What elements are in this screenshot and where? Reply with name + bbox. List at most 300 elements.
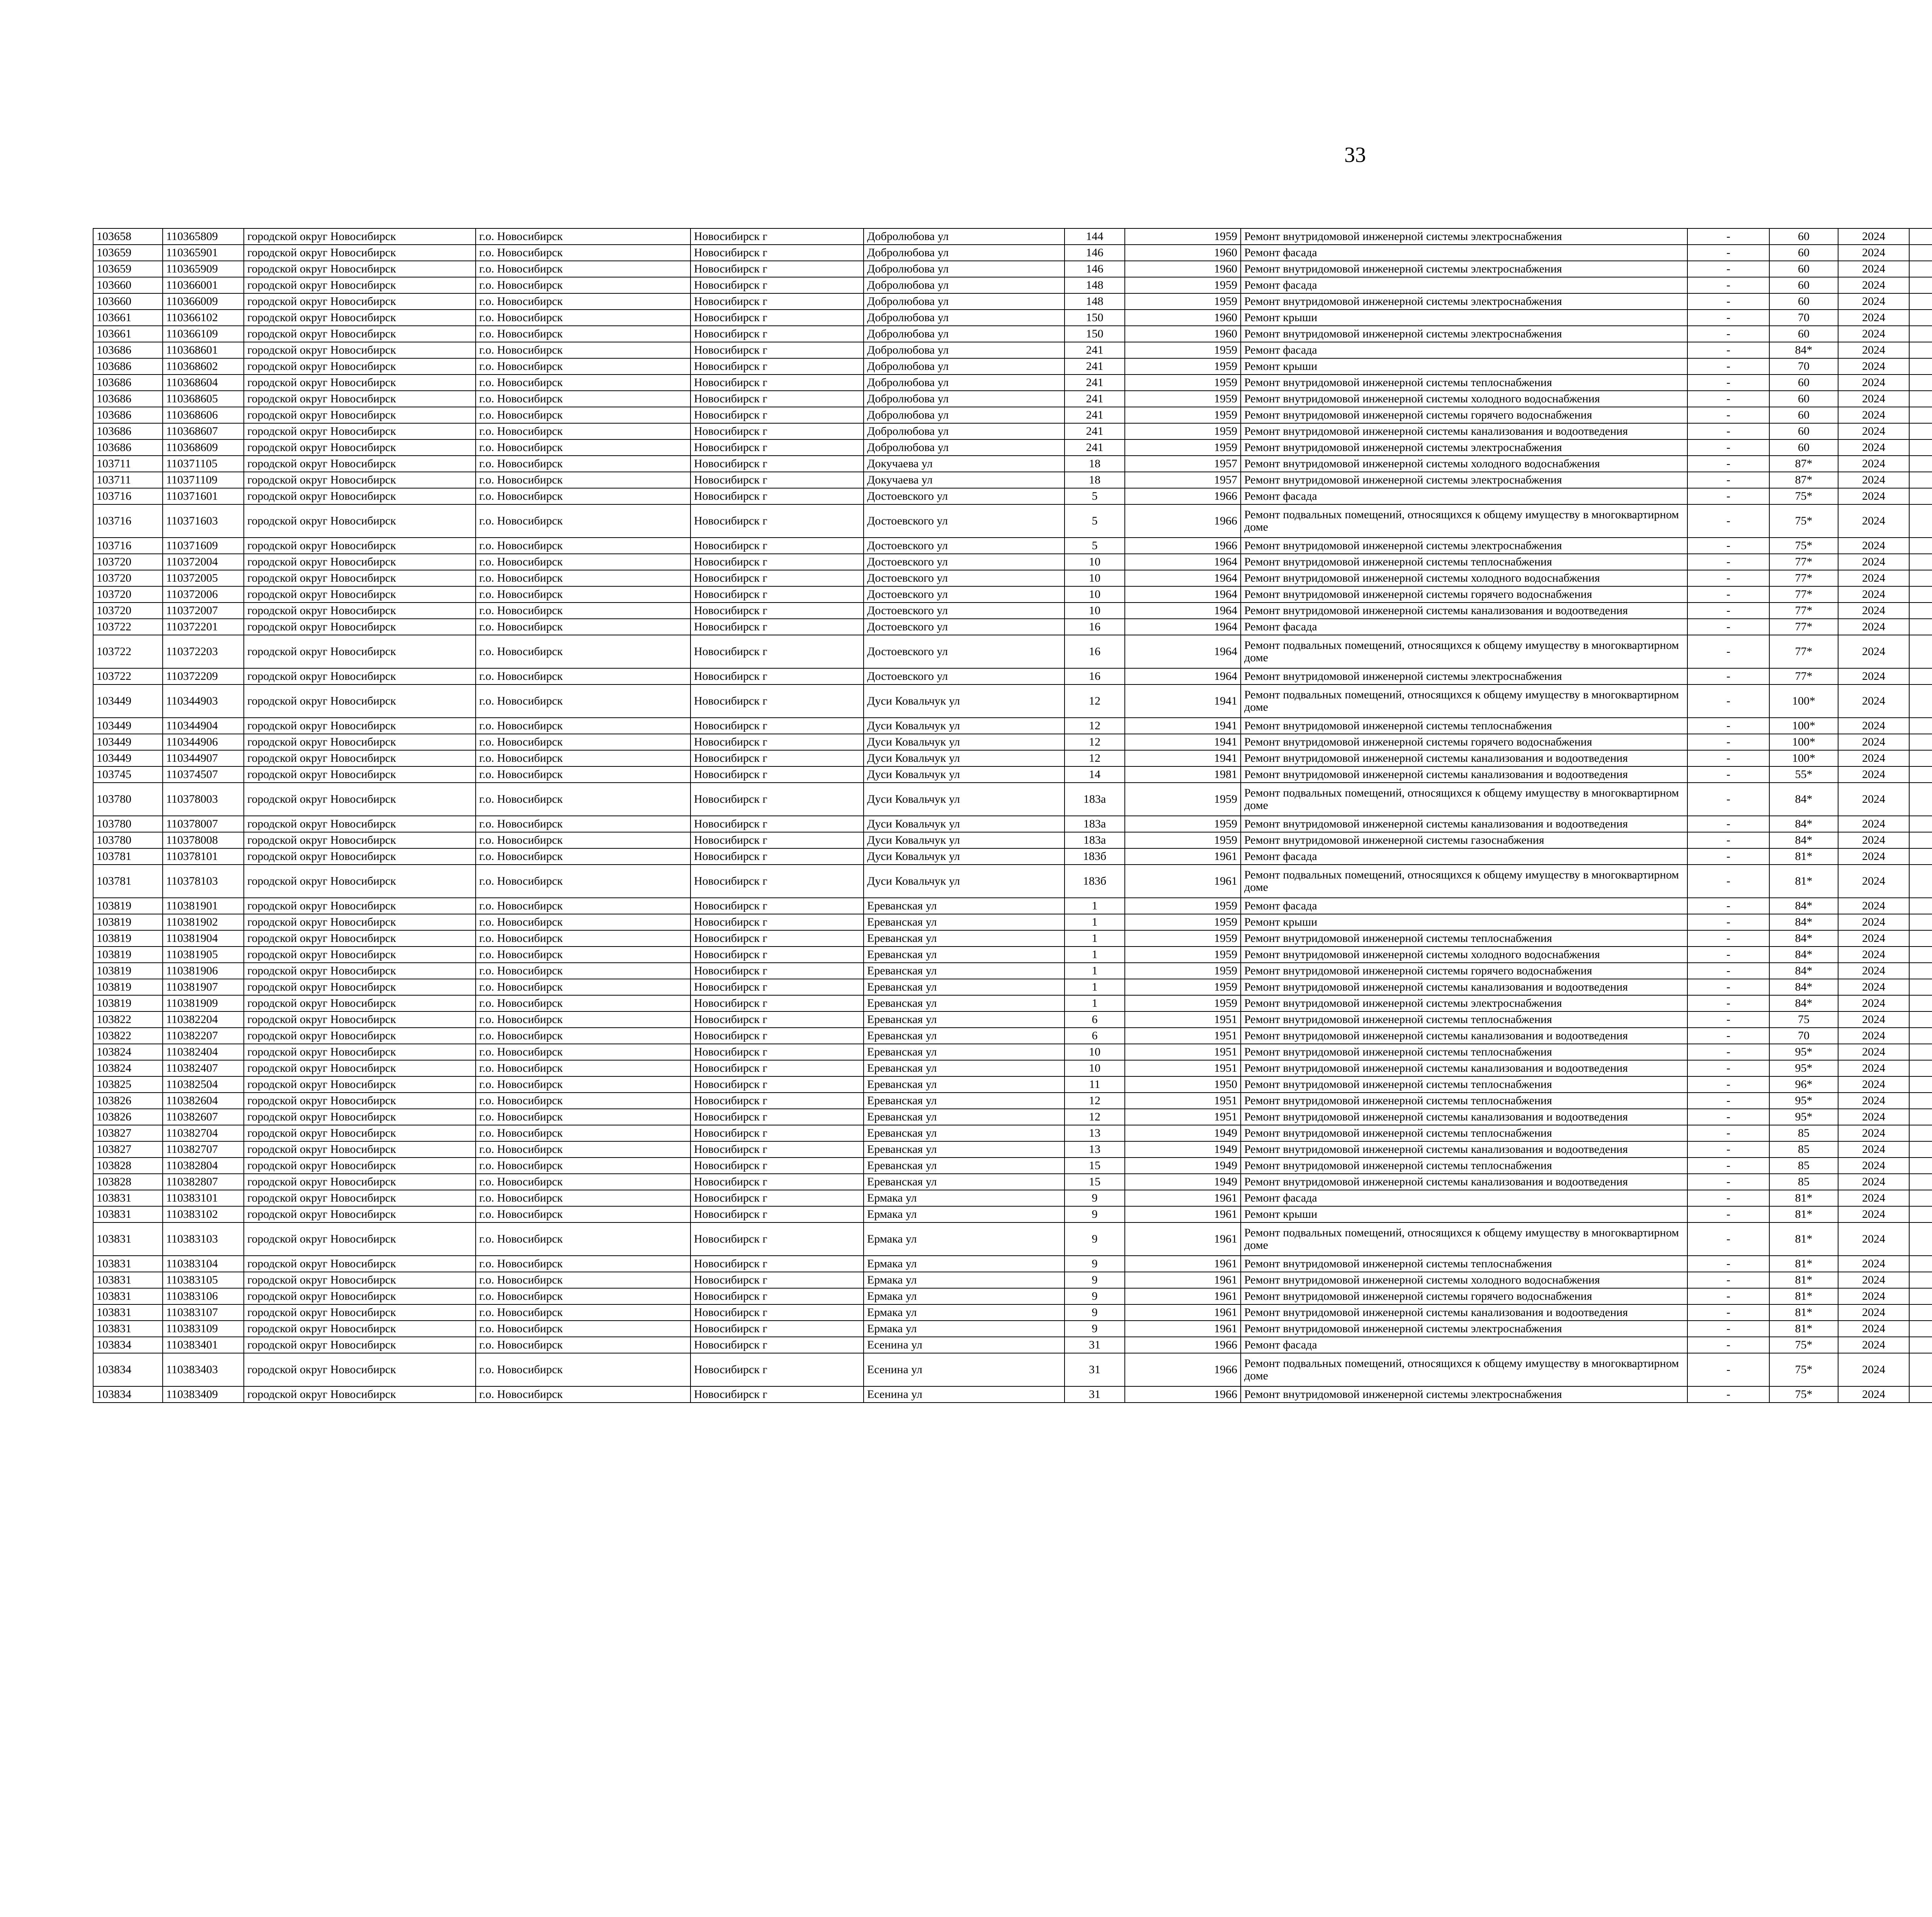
municipal-district-cell: городской округ Новосибирск	[244, 570, 476, 586]
municipal-unit-cell: г.о. Новосибирск	[476, 1109, 690, 1125]
element-code-cell: 110371609	[163, 538, 244, 554]
element-code-cell: 110383401	[163, 1337, 244, 1353]
table-row	[93, 668, 1932, 684]
element-code-cell: 110372209	[163, 668, 244, 684]
street-cell: Ереванская ул	[864, 963, 1065, 979]
build-year-cell: 1961	[1125, 1256, 1241, 1272]
record-id-cell: 103711	[93, 456, 163, 472]
record-id-cell: 103831	[93, 1321, 163, 1337]
locality-cell: Новосибирск г	[690, 898, 864, 914]
municipal-unit-cell: г.о. Новосибирск	[476, 358, 690, 375]
element-code-cell: 110383107	[163, 1304, 244, 1321]
locality-cell: Новосибирск г	[690, 1222, 864, 1256]
table-row	[93, 1141, 1932, 1158]
plan-start-year-cell: 2024	[1838, 1060, 1909, 1076]
plan-end-year-cell	[1909, 293, 1932, 310]
plan-end-year-cell	[1909, 1011, 1932, 1028]
municipal-district-cell: городской округ Новосибирск	[244, 1158, 476, 1174]
work-type-cell: Ремонт подвальных помещений, относящихся к общему имуществу в многоквартирном доме	[1241, 1222, 1687, 1256]
wear-percent-cell: 60	[1769, 277, 1838, 293]
record-id-cell: 103780	[93, 816, 163, 832]
record-id-cell: 103831	[93, 1256, 163, 1272]
build-year-cell: 1959	[1125, 375, 1241, 391]
house-number-cell: 9	[1065, 1321, 1125, 1337]
locality-cell: Новосибирск г	[690, 1093, 864, 1109]
element-code-cell: 110383104	[163, 1256, 244, 1272]
street-cell: Есенина ул	[864, 1386, 1065, 1403]
plan-end-year-cell	[1909, 1304, 1932, 1321]
plan-end-year-cell	[1909, 979, 1932, 995]
locality-cell: Новосибирск г	[690, 538, 864, 554]
wear-percent-cell: 70	[1769, 1028, 1838, 1044]
municipal-district-cell: городской округ Новосибирск	[244, 1321, 476, 1337]
work-type-cell: Ремонт внутридомовой инженерной системы канализования и водоотведения	[1241, 1304, 1687, 1321]
element-code-cell: 110366109	[163, 326, 244, 342]
wear-percent-cell: 77*	[1769, 668, 1838, 684]
municipal-unit-cell: г.о. Новосибирск	[476, 1060, 690, 1076]
build-year-cell: 1981	[1125, 766, 1241, 783]
house-number-cell: 241	[1065, 342, 1125, 358]
record-id-cell: 103781	[93, 848, 163, 865]
municipal-unit-cell: г.о. Новосибирск	[476, 228, 690, 245]
municipal-district-cell: городской округ Новосибирск	[244, 750, 476, 766]
work-type-cell: Ремонт фасада	[1241, 342, 1687, 358]
house-number-cell: 12	[1065, 684, 1125, 718]
record-id-cell: 103686	[93, 375, 163, 391]
plan-start-year-cell: 2024	[1838, 1109, 1909, 1125]
work-type-cell: Ремонт внутридомовой инженерной системы газоснабжения	[1241, 832, 1687, 848]
house-number-cell: 11	[1065, 1076, 1125, 1093]
locality-cell: Новосибирск г	[690, 766, 864, 783]
build-year-cell: 1966	[1125, 504, 1241, 538]
plan-start-year-cell: 2024	[1838, 1256, 1909, 1272]
municipal-unit-cell: г.о. Новосибирск	[476, 963, 690, 979]
municipal-district-cell: городской округ Новосибирск	[244, 342, 476, 358]
municipal-unit-cell: г.о. Новосибирск	[476, 1304, 690, 1321]
table-row	[93, 963, 1932, 979]
municipal-unit-cell: г.о. Новосибирск	[476, 619, 690, 635]
work-type-cell: Ремонт внутридомовой инженерной системы теплоснабжения	[1241, 1011, 1687, 1028]
locality-cell: Новосибирск г	[690, 865, 864, 898]
work-type-cell: Ремонт внутридомовой инженерной системы теплоснабжения	[1241, 554, 1687, 570]
element-code-cell: 110378003	[163, 783, 244, 816]
municipal-unit-cell: г.о. Новосибирск	[476, 1288, 690, 1304]
table-row	[93, 635, 1932, 668]
plan-start-year-cell: 2024	[1838, 310, 1909, 326]
element-code-cell: 110368609	[163, 439, 244, 456]
plan-end-year-cell	[1909, 1321, 1932, 1337]
plan-end-year-cell	[1909, 1337, 1932, 1353]
plan-end-year-cell	[1909, 570, 1932, 586]
street-cell: Достоевского ул	[864, 619, 1065, 635]
work-type-cell: Ремонт фасада	[1241, 898, 1687, 914]
deadline-note-cell: -	[1687, 718, 1769, 734]
street-cell: Ереванская ул	[864, 898, 1065, 914]
wear-percent-cell: 100*	[1769, 750, 1838, 766]
element-code-cell: 110382807	[163, 1174, 244, 1190]
record-id-cell: 103720	[93, 554, 163, 570]
street-cell: Ереванская ул	[864, 930, 1065, 947]
table-row	[93, 586, 1932, 603]
plan-end-year-cell	[1909, 326, 1932, 342]
deadline-note-cell: -	[1687, 472, 1769, 488]
wear-percent-cell: 77*	[1769, 554, 1838, 570]
deadline-note-cell: -	[1687, 538, 1769, 554]
locality-cell: Новосибирск г	[690, 277, 864, 293]
street-cell: Достоевского ул	[864, 504, 1065, 538]
locality-cell: Новосибирск г	[690, 245, 864, 261]
street-cell: Добролюбова ул	[864, 439, 1065, 456]
municipal-unit-cell: г.о. Новосибирск	[476, 538, 690, 554]
plan-start-year-cell: 2024	[1838, 407, 1909, 423]
record-id-cell: 103819	[93, 898, 163, 914]
wear-percent-cell: 84*	[1769, 898, 1838, 914]
municipal-district-cell: городской округ Новосибирск	[244, 1028, 476, 1044]
wear-percent-cell: 95*	[1769, 1060, 1838, 1076]
house-number-cell: 9	[1065, 1190, 1125, 1206]
deadline-note-cell: -	[1687, 930, 1769, 947]
wear-percent-cell: 81*	[1769, 848, 1838, 865]
house-number-cell: 144	[1065, 228, 1125, 245]
plan-start-year-cell: 2024	[1838, 1125, 1909, 1141]
element-code-cell: 110381901	[163, 898, 244, 914]
municipal-unit-cell: г.о. Новосибирск	[476, 603, 690, 619]
work-type-cell: Ремонт внутридомовой инженерной системы электроснабжения	[1241, 995, 1687, 1011]
municipal-district-cell: городской округ Новосибирск	[244, 1337, 476, 1353]
street-cell: Достоевского ул	[864, 538, 1065, 554]
street-cell: Дуси Ковальчук ул	[864, 816, 1065, 832]
municipal-unit-cell: г.о. Новосибирск	[476, 1141, 690, 1158]
municipal-unit-cell: г.о. Новосибирск	[476, 1011, 690, 1028]
wear-percent-cell: 95*	[1769, 1044, 1838, 1060]
street-cell: Дуси Ковальчук ул	[864, 750, 1065, 766]
wear-percent-cell: 84*	[1769, 783, 1838, 816]
deadline-note-cell: -	[1687, 1272, 1769, 1288]
locality-cell: Новосибирск г	[690, 1353, 864, 1386]
street-cell: Добролюбова ул	[864, 277, 1065, 293]
table-row	[93, 1206, 1932, 1222]
locality-cell: Новосибирск г	[690, 407, 864, 423]
plan-start-year-cell: 2024	[1838, 718, 1909, 734]
table-row	[93, 1125, 1932, 1141]
house-number-cell: 16	[1065, 619, 1125, 635]
work-type-cell: Ремонт внутридомовой инженерной системы электроснабжения	[1241, 668, 1687, 684]
locality-cell: Новосибирск г	[690, 439, 864, 456]
municipal-district-cell: городской округ Новосибирск	[244, 472, 476, 488]
house-number-cell: 18	[1065, 472, 1125, 488]
plan-start-year-cell: 2024	[1838, 342, 1909, 358]
work-type-cell: Ремонт внутридомовой инженерной системы канализования и водоотведения	[1241, 1174, 1687, 1190]
house-number-cell: 1	[1065, 963, 1125, 979]
build-year-cell: 1959	[1125, 293, 1241, 310]
municipal-unit-cell: г.о. Новосибирск	[476, 1386, 690, 1403]
table-row	[93, 734, 1932, 750]
plan-end-year-cell	[1909, 277, 1932, 293]
house-number-cell: 183а	[1065, 816, 1125, 832]
record-id-cell: 103822	[93, 1028, 163, 1044]
record-id-cell: 103686	[93, 342, 163, 358]
deadline-note-cell: -	[1687, 261, 1769, 277]
plan-start-year-cell: 2024	[1838, 963, 1909, 979]
locality-cell: Новосибирск г	[690, 1321, 864, 1337]
municipal-unit-cell: г.о. Новосибирск	[476, 375, 690, 391]
work-type-cell: Ремонт внутридомовой инженерной системы горячего водоснабжения	[1241, 1288, 1687, 1304]
table-row	[93, 1060, 1932, 1076]
table-row	[93, 619, 1932, 635]
element-code-cell: 110372201	[163, 619, 244, 635]
municipal-unit-cell: г.о. Новосибирск	[476, 261, 690, 277]
table-row	[93, 375, 1932, 391]
plan-end-year-cell	[1909, 358, 1932, 375]
table-row	[93, 1093, 1932, 1109]
municipal-district-cell: городской округ Новосибирск	[244, 1272, 476, 1288]
build-year-cell: 1961	[1125, 1222, 1241, 1256]
work-type-cell: Ремонт внутридомовой инженерной системы канализования и водоотведения	[1241, 603, 1687, 619]
street-cell: Дуси Ковальчук ул	[864, 734, 1065, 750]
house-number-cell: 10	[1065, 570, 1125, 586]
record-id-cell: 103716	[93, 488, 163, 504]
plan-end-year-cell	[1909, 1109, 1932, 1125]
work-type-cell: Ремонт внутридомовой инженерной системы канализования и водоотведения	[1241, 1060, 1687, 1076]
municipal-district-cell: городской округ Новосибирск	[244, 718, 476, 734]
municipal-district-cell: городской округ Новосибирск	[244, 668, 476, 684]
build-year-cell: 1961	[1125, 848, 1241, 865]
municipal-district-cell: городской округ Новосибирск	[244, 456, 476, 472]
record-id-cell: 103661	[93, 326, 163, 342]
work-type-cell: Ремонт внутридомовой инженерной системы горячего водоснабжения	[1241, 407, 1687, 423]
table-row	[93, 488, 1932, 504]
plan-end-year-cell	[1909, 1222, 1932, 1256]
deadline-note-cell: -	[1687, 898, 1769, 914]
plan-start-year-cell: 2024	[1838, 947, 1909, 963]
record-id-cell: 103819	[93, 914, 163, 930]
build-year-cell: 1949	[1125, 1125, 1241, 1141]
deadline-note-cell: -	[1687, 1125, 1769, 1141]
locality-cell: Новосибирск г	[690, 684, 864, 718]
record-id-cell: 103831	[93, 1272, 163, 1288]
house-number-cell: 10	[1065, 1060, 1125, 1076]
street-cell: Ереванская ул	[864, 995, 1065, 1011]
municipal-district-cell: городской округ Новосибирск	[244, 375, 476, 391]
wear-percent-cell: 85	[1769, 1125, 1838, 1141]
plan-end-year-cell	[1909, 439, 1932, 456]
wear-percent-cell: 60	[1769, 391, 1838, 407]
table-row	[93, 1304, 1932, 1321]
wear-percent-cell: 60	[1769, 245, 1838, 261]
municipal-district-cell: городской округ Новосибирск	[244, 766, 476, 783]
municipal-district-cell: городской округ Новосибирск	[244, 979, 476, 995]
locality-cell: Новосибирск г	[690, 914, 864, 930]
deadline-note-cell: -	[1687, 684, 1769, 718]
street-cell: Дуси Ковальчук ул	[864, 783, 1065, 816]
street-cell: Ереванская ул	[864, 1093, 1065, 1109]
locality-cell: Новосибирск г	[690, 1028, 864, 1044]
table-row	[93, 816, 1932, 832]
street-cell: Ермака ул	[864, 1206, 1065, 1222]
build-year-cell: 1959	[1125, 832, 1241, 848]
element-code-cell: 110368606	[163, 407, 244, 423]
house-number-cell: 16	[1065, 635, 1125, 668]
deadline-note-cell: -	[1687, 766, 1769, 783]
work-type-cell: Ремонт фасада	[1241, 488, 1687, 504]
municipal-district-cell: городской округ Новосибирск	[244, 947, 476, 963]
street-cell: Ереванская ул	[864, 1125, 1065, 1141]
plan-end-year-cell	[1909, 245, 1932, 261]
plan-start-year-cell: 2024	[1838, 619, 1909, 635]
locality-cell: Новосибирск г	[690, 472, 864, 488]
table-row	[93, 1190, 1932, 1206]
locality-cell: Новосибирск г	[690, 963, 864, 979]
build-year-cell: 1960	[1125, 310, 1241, 326]
work-type-cell: Ремонт внутридомовой инженерной системы теплоснабжения	[1241, 1076, 1687, 1093]
municipal-district-cell: городской округ Новосибирск	[244, 407, 476, 423]
street-cell: Ермака ул	[864, 1190, 1065, 1206]
work-type-cell: Ремонт внутридомовой инженерной системы электроснабжения	[1241, 228, 1687, 245]
build-year-cell: 1964	[1125, 668, 1241, 684]
record-id-cell: 103831	[93, 1222, 163, 1256]
wear-percent-cell: 81*	[1769, 1206, 1838, 1222]
plan-start-year-cell: 2024	[1838, 586, 1909, 603]
build-year-cell: 1951	[1125, 1044, 1241, 1060]
municipal-unit-cell: г.о. Новосибирск	[476, 979, 690, 995]
element-code-cell: 110383106	[163, 1288, 244, 1304]
plan-start-year-cell: 2024	[1838, 293, 1909, 310]
house-number-cell: 241	[1065, 423, 1125, 439]
table-row	[93, 1044, 1932, 1060]
house-number-cell: 13	[1065, 1141, 1125, 1158]
record-id-cell: 103826	[93, 1109, 163, 1125]
wear-percent-cell: 81*	[1769, 1222, 1838, 1256]
street-cell: Дуси Ковальчук ул	[864, 865, 1065, 898]
municipal-unit-cell: г.о. Новосибирск	[476, 750, 690, 766]
record-id-cell: 103449	[93, 734, 163, 750]
house-number-cell: 241	[1065, 407, 1125, 423]
municipal-unit-cell: г.о. Новосибирск	[476, 586, 690, 603]
municipal-unit-cell: г.о. Новосибирск	[476, 1337, 690, 1353]
deadline-note-cell: -	[1687, 1011, 1769, 1028]
element-code-cell: 110372004	[163, 554, 244, 570]
build-year-cell: 1959	[1125, 423, 1241, 439]
page-number: 33	[1344, 143, 1366, 167]
table-row	[93, 570, 1932, 586]
locality-cell: Новосибирск г	[690, 342, 864, 358]
street-cell: Ермака ул	[864, 1272, 1065, 1288]
work-type-cell: Ремонт внутридомовой инженерной системы электроснабжения	[1241, 439, 1687, 456]
plan-end-year-cell	[1909, 963, 1932, 979]
element-code-cell: 110382204	[163, 1011, 244, 1028]
wear-percent-cell: 77*	[1769, 586, 1838, 603]
record-id-cell: 103819	[93, 947, 163, 963]
plan-start-year-cell: 2024	[1838, 848, 1909, 865]
build-year-cell: 1960	[1125, 326, 1241, 342]
locality-cell: Новосибирск г	[690, 1141, 864, 1158]
plan-start-year-cell: 2024	[1838, 472, 1909, 488]
table-row	[93, 684, 1932, 718]
record-id-cell: 103834	[93, 1337, 163, 1353]
build-year-cell: 1961	[1125, 1321, 1241, 1337]
table-row	[93, 718, 1932, 734]
plan-end-year-cell	[1909, 684, 1932, 718]
municipal-unit-cell: г.о. Новосибирск	[476, 1272, 690, 1288]
work-type-cell: Ремонт внутридомовой инженерной системы теплоснабжения	[1241, 718, 1687, 734]
street-cell: Ермака ул	[864, 1321, 1065, 1337]
street-cell: Дуси Ковальчук ул	[864, 766, 1065, 783]
deadline-note-cell: -	[1687, 1288, 1769, 1304]
plan-start-year-cell: 2024	[1838, 1337, 1909, 1353]
municipal-district-cell: городской округ Новосибирск	[244, 245, 476, 261]
deadline-note-cell: -	[1687, 342, 1769, 358]
plan-end-year-cell	[1909, 1190, 1932, 1206]
street-cell: Ермака ул	[864, 1222, 1065, 1256]
record-id-cell: 103831	[93, 1206, 163, 1222]
municipal-district-cell: городской округ Новосибирск	[244, 423, 476, 439]
plan-start-year-cell: 2024	[1838, 423, 1909, 439]
municipal-unit-cell: г.о. Новосибирск	[476, 816, 690, 832]
element-code-cell: 110372006	[163, 586, 244, 603]
work-type-cell: Ремонт внутридомовой инженерной системы теплоснабжения	[1241, 930, 1687, 947]
work-type-cell: Ремонт подвальных помещений, относящихся к общему имуществу в многоквартирном доме	[1241, 1353, 1687, 1386]
wear-percent-cell: 95*	[1769, 1109, 1838, 1125]
locality-cell: Новосибирск г	[690, 1337, 864, 1353]
locality-cell: Новосибирск г	[690, 995, 864, 1011]
element-code-cell: 110381904	[163, 930, 244, 947]
deadline-note-cell: -	[1687, 1141, 1769, 1158]
municipal-district-cell: городской округ Новосибирск	[244, 1206, 476, 1222]
locality-cell: Новосибирск г	[690, 504, 864, 538]
wear-percent-cell: 60	[1769, 423, 1838, 439]
record-id-cell: 103824	[93, 1044, 163, 1060]
plan-start-year-cell: 2024	[1838, 668, 1909, 684]
deadline-note-cell: -	[1687, 947, 1769, 963]
record-id-cell: 103449	[93, 684, 163, 718]
work-type-cell: Ремонт внутридомовой инженерной системы канализования и водоотведения	[1241, 979, 1687, 995]
work-type-cell: Ремонт внутридомовой инженерной системы теплоснабжения	[1241, 1158, 1687, 1174]
municipal-unit-cell: г.о. Новосибирск	[476, 995, 690, 1011]
deadline-note-cell: -	[1687, 1206, 1769, 1222]
wear-percent-cell: 77*	[1769, 619, 1838, 635]
record-id-cell: 103686	[93, 391, 163, 407]
street-cell: Ереванская ул	[864, 1141, 1065, 1158]
deadline-note-cell: -	[1687, 979, 1769, 995]
locality-cell: Новосибирск г	[690, 570, 864, 586]
municipal-district-cell: городской округ Новосибирск	[244, 586, 476, 603]
municipal-district-cell: городской округ Новосибирск	[244, 293, 476, 310]
deadline-note-cell: -	[1687, 228, 1769, 245]
wear-percent-cell: 75*	[1769, 488, 1838, 504]
locality-cell: Новосибирск г	[690, 310, 864, 326]
plan-end-year-cell	[1909, 832, 1932, 848]
house-number-cell: 9	[1065, 1222, 1125, 1256]
municipal-unit-cell: г.о. Новосибирск	[476, 1158, 690, 1174]
municipal-unit-cell: г.о. Новосибирск	[476, 930, 690, 947]
element-code-cell: 110366102	[163, 310, 244, 326]
municipal-district-cell: городской округ Новосибирск	[244, 963, 476, 979]
record-id-cell: 103826	[93, 1093, 163, 1109]
table-row	[93, 1011, 1932, 1028]
locality-cell: Новосибирск г	[690, 1272, 864, 1288]
table-row	[93, 979, 1932, 995]
municipal-district-cell: городской округ Новосибирск	[244, 439, 476, 456]
element-code-cell: 110378008	[163, 832, 244, 848]
deadline-note-cell: -	[1687, 832, 1769, 848]
table-row	[93, 1288, 1932, 1304]
record-id-cell: 103822	[93, 1011, 163, 1028]
municipal-unit-cell: г.о. Новосибирск	[476, 1076, 690, 1093]
street-cell: Добролюбова ул	[864, 326, 1065, 342]
deadline-note-cell: -	[1687, 504, 1769, 538]
street-cell: Добролюбова ул	[864, 228, 1065, 245]
street-cell: Добролюбова ул	[864, 391, 1065, 407]
